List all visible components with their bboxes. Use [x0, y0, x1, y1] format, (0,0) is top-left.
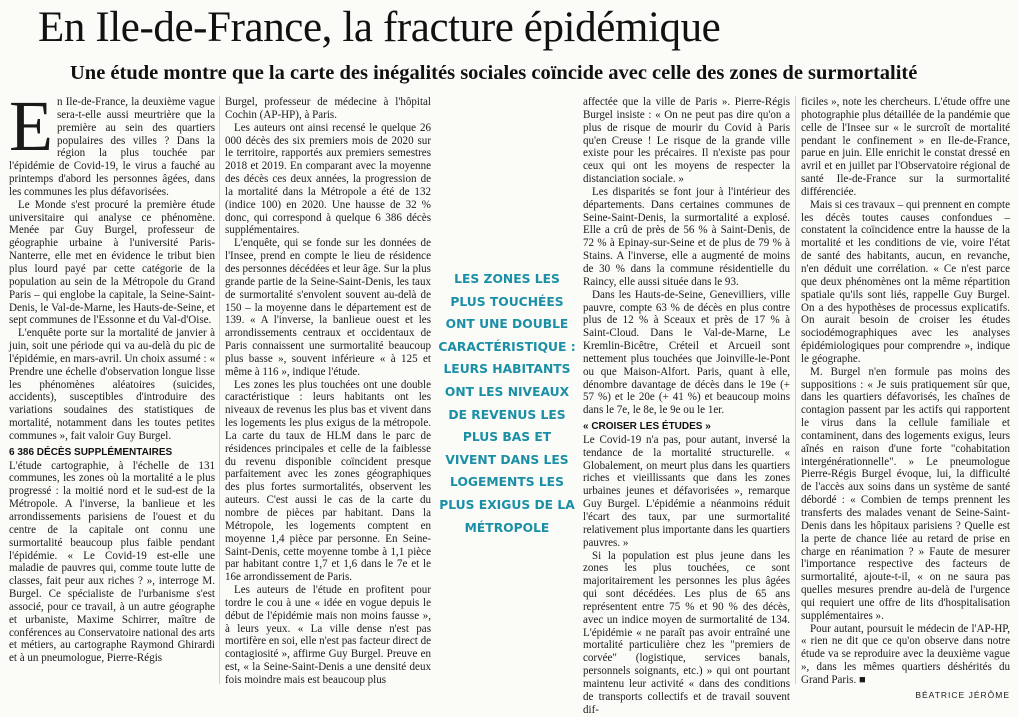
subheading: 6 386 DÉCÈS SUPPLÉMENTAIRES [9, 446, 173, 458]
subheading: « CROISER LES ÉTUDES » [583, 421, 711, 433]
paragraph: Le Monde s'est procuré la première étude universitaire qui analyse ce phénomène. Menée par Guy Burgel, professeur de géographie urbaine à l'université Paris-Nanterre, elle met en évidence le tribut bien plus lourd payé par cette catégorie de la population au sein de la Métropole du Grand Paris – qui englobe la capitale, la Seine-Saint-Denis, le Val-de-Marne, les Hauts-de-Seine, et sept communes de l'Essonne et du Val-d'Oise. [9, 198, 215, 327]
paragraph: n Ile-de-France, la deuxième vague sera-t-elle aussi meurtrière que la première au sein des quartiers populaires des villes ? Dans la région la plus touchée par l'épidémie de Covid-19, le virus a fauché au printemps d'abord les personnes âgées, dans les communes les plus défavorisées. [9, 96, 215, 198]
column-divider [795, 96, 796, 684]
paragraph: Les zones les plus touchées ont une double caractéristique : leurs habitants ont les niveaux de revenus les plus bas et vivent dans les logements les plus exigus de la métropole. La carte du taux de HLM dans le parc de résidences principales et celle de la faiblesse du revenu disponible coïncident presque parfaitement avec les zones géographiques des plus fortes surmortalités, observent les auteurs. C'est aussi le cas de la carte du nombre de pièces par habitant. Dans la Métropole, les logements comptent en moyenne 1,4 pièce par personne. En Seine-Saint-Denis, cette moyenne tombe à 1,1 pièce par habitant contre 1,7 et 1,6 dans le 7e et le 16e arrondissement de Paris. [225, 378, 431, 584]
drop-cap: E [9, 86, 53, 166]
paragraph: M. Burgel n'en formule pas moins des suppositions : « Je suis pratiquement sûr que, dans les quartiers défavorisés, les chaînes de contagion passent par les actifs qui rapportent le virus dans la cellule familiale et contaminent, dans des logements exigus, leurs aînés en raison d'une forte "cohabitation intergénérationnelle". » Le pneumologue Pierre-Régis Burgel évoque, lui, la difficulté de l'accès aux soins dans un système de santé débordé : « Combien de temps prennent les transferts des malades venant de Seine-Saint-Denis dans les hôpitaux parisiens ? Quelle est la perte de chance liée au retard de prise en charge en réanimation ? » Faute de mesurer l'importance respective des facteurs de surmortalité, ajoute-t-il, « on ne saura pas quelles mesures prendre au-delà de l'urgence qui requiert une offre de lits d'hospitalisation supplémentaires ». [801, 365, 1010, 622]
paragraph: Les auteurs de l'étude en profitent pour tordre le cou à une « idée en vogue depuis le début de l'épidémie mais non moins fausse », à leurs yeux. « La ville dense n'est pas mortifère en soi, elle n'est pas facteur direct de contagiosité », affirme Guy Burgel. Preuve en est, « la Seine-Saint-Denis a une densité deux fois moindre mais est beaucoup plus [225, 584, 431, 686]
paragraph: L'enquête, qui se fonde sur les données de l'Insee, prend en compte le lieu de résidence des personnes décédées et leur âge. Sur la plus grande partie de la Seine-Saint-Denis, les taux de surmortalité s'envolent souvent au-delà de 150 – la moyenne dans le département est de 139. « A l'inverse, la banlieue ouest et les arrondissements centraux et occidentaux de Paris connaissent une surmortalité beaucoup plus basse », souvent inférieure « à 125 et même à 116 », indique l'étude. [225, 237, 431, 378]
deck: Une étude montre que la carte des inégalités sociales coïncide avec celle des zones de surmortalité [70, 62, 918, 84]
paragraph: affectée que la ville de Paris ». Pierre-Régis Burgel insiste : « On ne peut pas dire qu'on a plus de risque de mourir du Covid à Paris qu'en Creuse ! Le risque de la grande ville existe pour les précaires. Il n'existe pas pour ceux qui ont les moyens de respecter la distanciation sociale. » [583, 96, 790, 186]
paragraph: Dans les Hauts-de-Seine, Genevilliers, ville pauvre, compte 63 % de décès en plus contre plus de 12 % à Sceaux et près de 17 % à Saint-Cloud. Dans le Val-de-Marne, Le Kremlin-Bicêtre, Créteil et Arcueil sont nettement plus touchées que Joinville-le-Pont ou que Maison-Alfort. Paris, quant à elle, dénombre davantage de décès dans le 19e (+ 57 %) et le 20e (+ 41 %) et beaucoup moins dans le 7e, le 8e, le 9e ou le 1er. [583, 288, 790, 417]
column-4 [801, 96, 1011, 700]
paragraph: Burgel, professeur de médecine à l'hôpital Cochin (AP-HP), à Paris. [225, 96, 431, 121]
paragraph: Les disparités se font jour à l'intérieur des départements. Dans certaines communes de Seine-Saint-Denis, la surmortalité a explosé. Elle a crû de près de 56 % à Saint-Denis, de 72 % à Epinay-sur-Seine et de plus de 79 % à Stains. A l'inverse, elle a augmenté de moins de 30 % dans la commune résidentielle du Raincy, elle aussi située dans le 93. [583, 185, 790, 288]
paragraph: Pour autant, poursuit le médecin de l'AP-HP, « rien ne dit que ce qu'on observe dans notre étude va se reproduire avec la deuxième vague », dans les mêmes quartiers déshérités du Grand Paris. ■ [801, 622, 1010, 686]
paragraph: Les auteurs ont ainsi recensé le quelque 26 000 décès des six premiers mois de 2020 sur le territoire, rapportés aux premiers semestres 2018 et 2019. En comparant avec la moyenne des décès ces deux années, la progression de la mortalité dans la Métropole a été de 132 (indice 100) en 2020. Une hausse de 32 % donc, qui correspond à quelque 6 386 décès supplémentaires. [225, 121, 431, 237]
paragraph: Si la population est plus jeune dans les zones les plus touchées, ce sont majoritairement les personnes les plus âgées qui sont décédées. Les plus de 65 ans représentent entre 75 % et 90 % des décès, avec un indice moyen de surmortalité de 134. L'épidémie « ne paraît pas avoir entraîné une mortalité particulière chez les "premiers de corvée" (logistique, services banals, personnels soignants, etc.) » qui ont pourtant maintenu leur activité « dans des conditions de transports collectifs et de travail souvent dif- [583, 549, 790, 716]
paragraph: L'enquête porte sur la mortalité de janvier à juin, soit une période qui va au-delà du pic de l'épidémie, en mars-avril. Un choix assumé : « Prendre une échelle d'observation longue lisse les phénomènes aléatoires (suicides, accidents), susceptibles d'introduire des variations soudaines des statistiques de mortalité, notamment dans les toutes petites communes », fait valoir Guy Burgel. [9, 327, 215, 442]
paragraph: Mais si ces travaux – qui prennent en compte les décès toutes causes confondues – constatent la coïncidence entre la hausse de la mortalité et les conditions de vie, voire l'état de santé des habitants, aucun, en revanche, n'en déduit une corrélation. « Ce n'est parce que deux phénomènes ont la même répartition spatiale qu'ils sont liés, rappelle Guy Burgel. On a des hypothèses de processus explicatifs. On aurait besoin de croiser les études sociodémographiques avec les analyses épidémiologiques pour comprendre », indique le géographe. [801, 198, 1011, 365]
column-1 [9, 86, 215, 688]
paragraph: ficiles », note les chercheurs. L'étude offre une photographie plus détaillée de la pandémie que celle de l'Insee sur « le surcroît de mortalité pendant le confinement » en Ile-de-France, parue en juin. Elle enrichit le constat dressé en avril et en juillet par l'Observatoire régional de santé Ile-de-France sur la surmortalité différenciée. [801, 96, 1010, 198]
paragraph: Le Covid-19 n'a pas, pour autant, inversé la tendance de la mortalité structurelle. « Globalement, on meurt plus dans les quartiers riches et vieillissants que dans les zones urbaines jeunes et défavorisées », remarque Guy Burgel. L'épidémie a néanmoins réduit l'écart des taux, par une surmortalité relativement plus importante dans les quartiers pauvres. » [583, 433, 790, 549]
headline: En Ile-de-France, la fracture épidémique [38, 4, 721, 51]
pull-quote: LES ZONES LES PLUS TOUCHÉES ONT UNE DOUBLE CARACTÉRISTIQUE : LEURS HABITANTS ONT LES NIVEAUX DE REVENUS LES PLUS BAS ET VIVENT DANS LES LOGEMENTS LES PLUS EXIGUS DE LA MÉTROPOLE [438, 272, 576, 535]
paragraph: L'étude cartographie, à l'échelle de 131 communes, les zones où la mortalité a le plus progressé : la moitié nord et le sud-est de la Métropole. A l'inverse, la banlieue et les arrondissements parisiens de l'ouest et du centre de la capitale ont connu une surmortalité beaucoup plus faible pendant l'épidémie. « Le Covid-19 est-elle une maladie de pauvres qui, comme toute lutte de classes, fait peur aux riches ? », interroge M. Burgel. Ce spécialiste de l'urbanisme s'est associé, pour ce travail, à un autre géographe et urbaniste, Maxime Schirrer, maître de conférences au Conservatoire national des arts et métiers, au cartographe Raymond Ghirardi et à un pneumologue, Pierre-Régis [9, 459, 215, 665]
byline: BÉATRICE JÉRÔME [915, 689, 1010, 700]
column-3 [583, 96, 790, 716]
column-2 [225, 96, 431, 688]
column-divider [219, 96, 220, 684]
